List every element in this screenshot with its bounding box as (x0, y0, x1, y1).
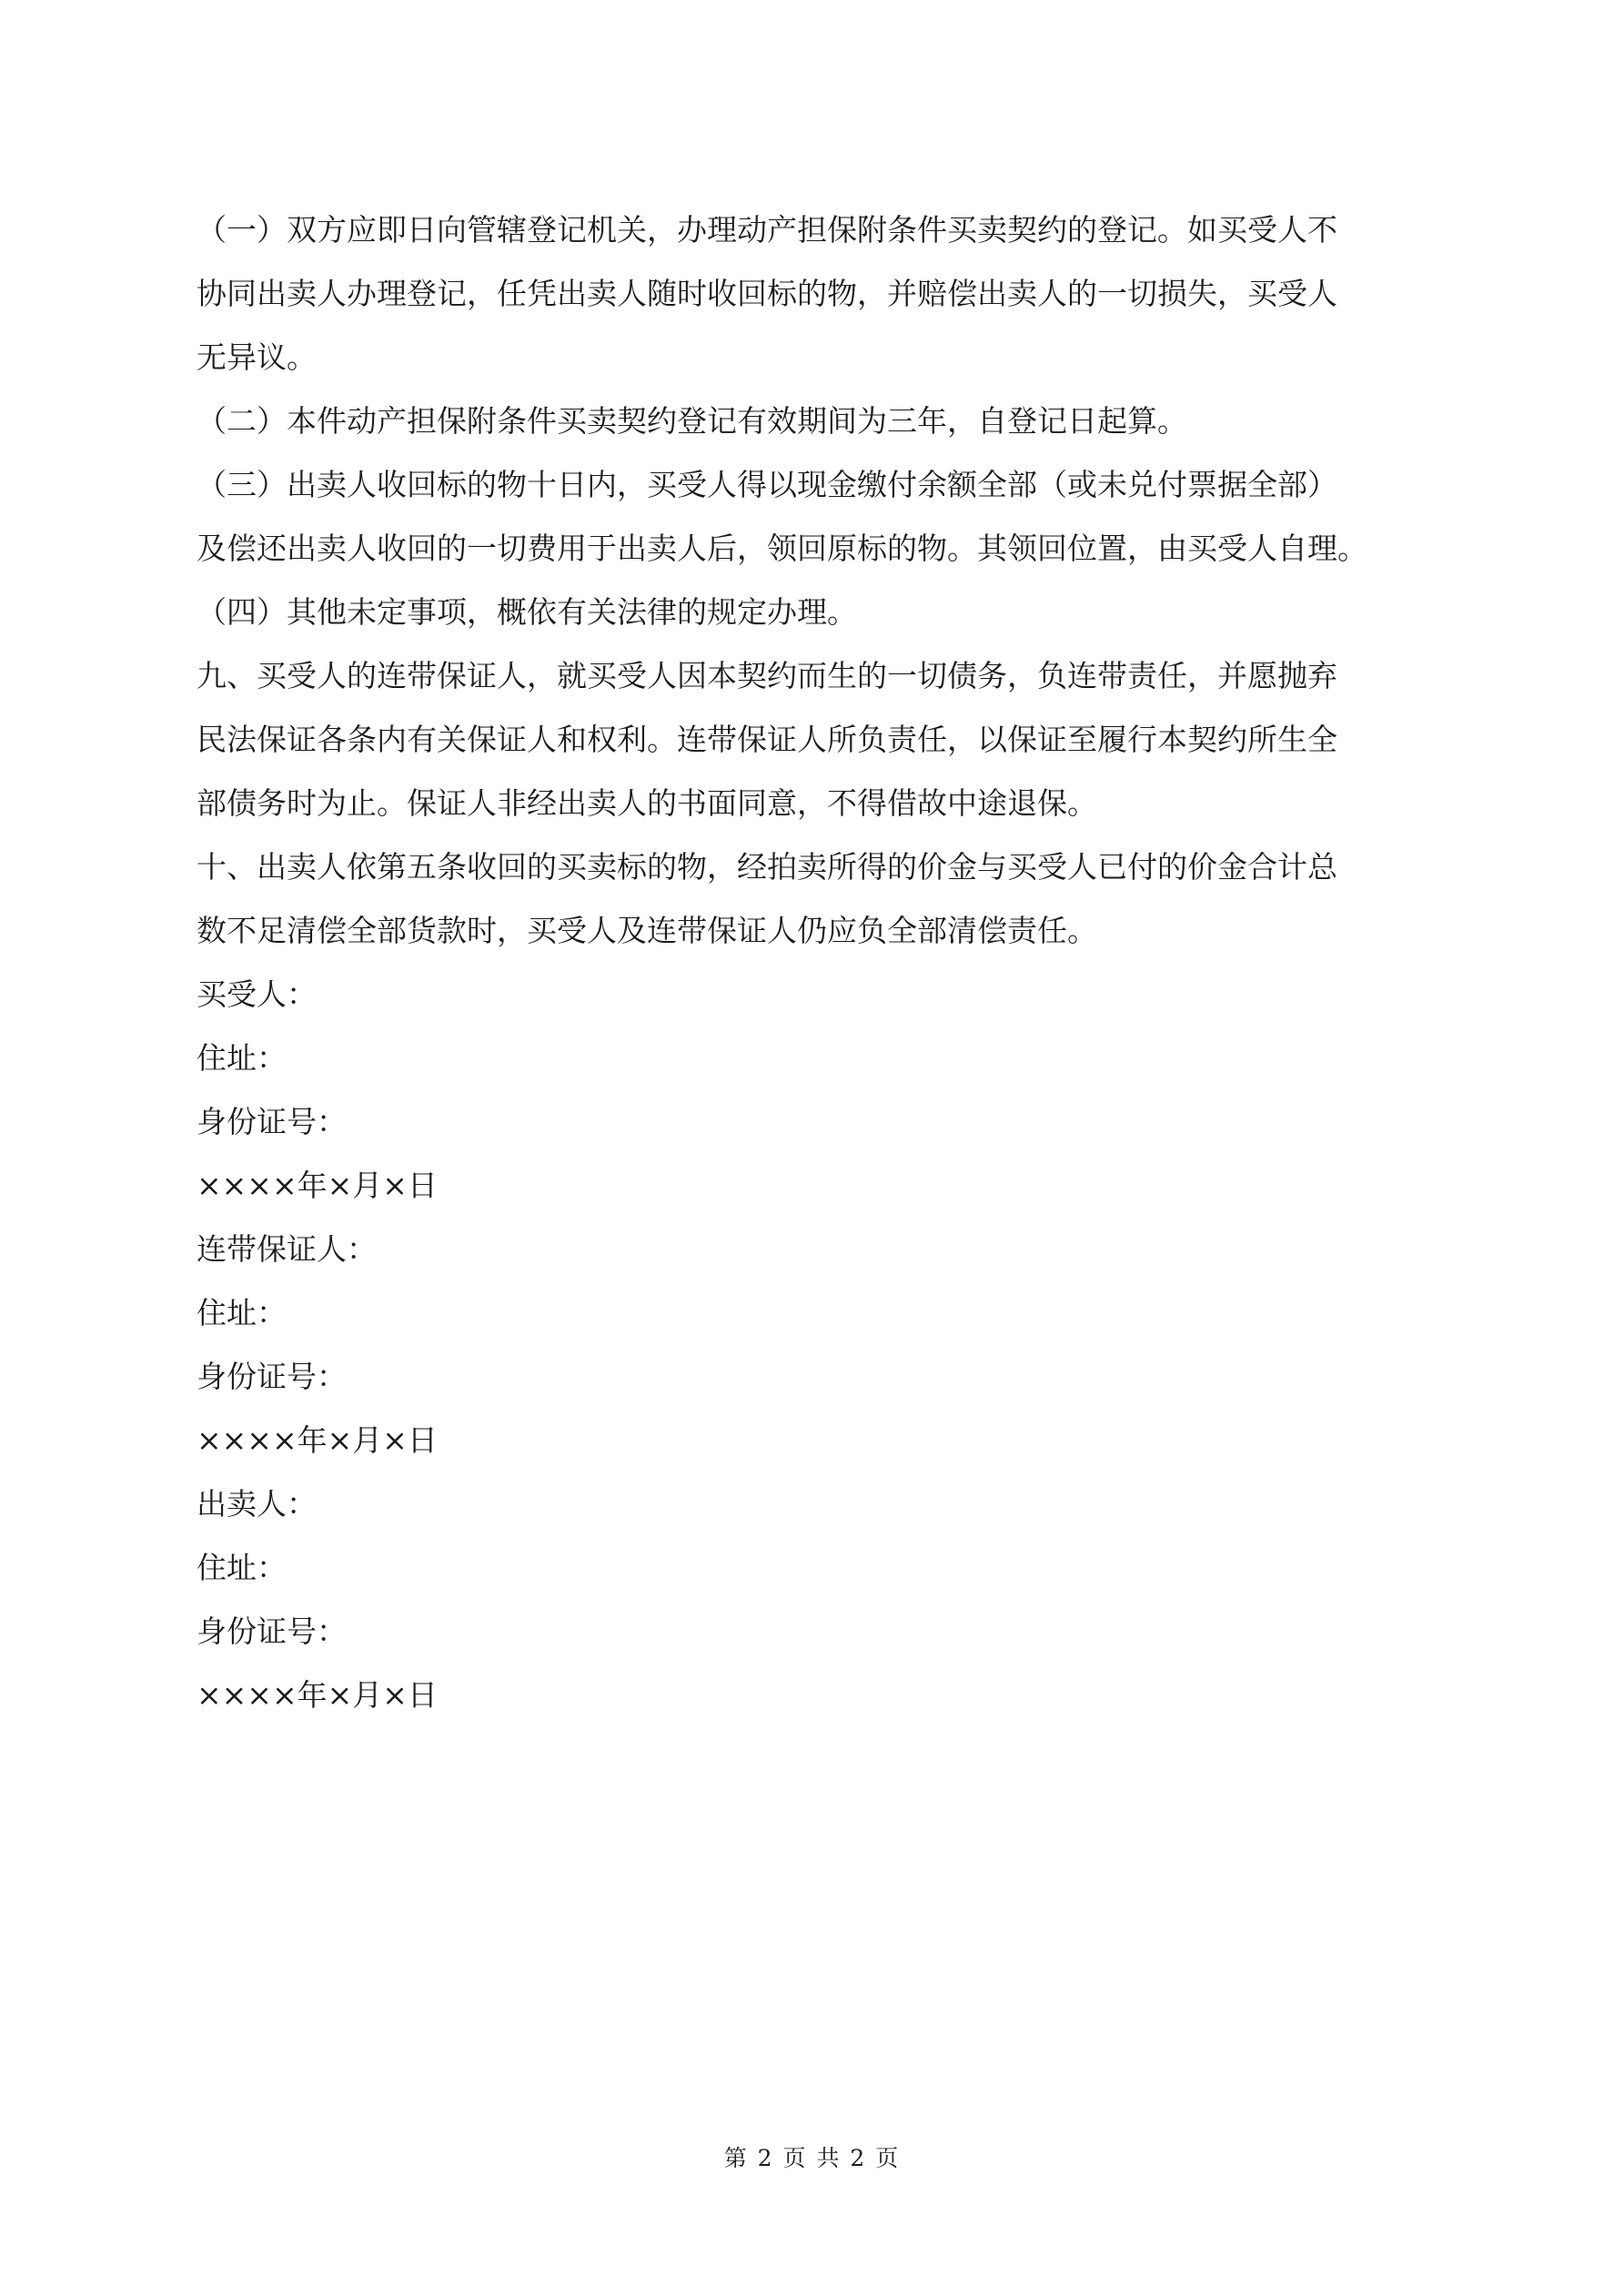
clause-9-line-1: 九、买受人的连带保证人，就买受人因本契约而生的一切债务，负连带责任，并愿抛弃 (197, 658, 1337, 693)
document-body (197, 198, 1441, 1727)
seller-date: ××××年×月×日 (197, 1677, 438, 1713)
clause-9-line-3: 部债务时为止。保证人非经出卖人的书面同意，不得借故中途退保。 (197, 785, 1097, 821)
clause-8-1-line-1: （一）双方应即日向管辖登记机关，办理动产担保附条件买卖契约的登记。如买受人不 (197, 212, 1337, 248)
guarantor-id-label: 身份证号： (197, 1359, 347, 1394)
clause-10-line-2: 数不足清偿全部货款时，买受人及连带保证人仍应负全部清偿责任。 (197, 913, 1097, 948)
seller-label: 出卖人： (197, 1486, 317, 1522)
guarantor-label: 连带保证人： (197, 1231, 377, 1267)
clause-8-1-line-2: 协同出卖人办理登记，任凭出卖人随时收回标的物，并赔偿出卖人的一切损失，买受人 (197, 276, 1337, 311)
clause-10-line-1: 十、出卖人依第五条收回的买卖标的物，经拍卖所得的价金与买受人已付的价金合计总 (197, 849, 1337, 885)
clause-8-2: （二）本件动产担保附条件买卖契约登记有效期间为三年，自登记日起算。 (197, 403, 1187, 439)
clause-8-4: （四）其他未定事项，概依有关法律的规定办理。 (197, 594, 857, 630)
clause-8-3-line-2: 及偿还出卖人收回的一切费用于出卖人后，领回原标的物。其领回位置，由买受人自理。 (197, 531, 1367, 566)
buyer-address-label: 住址： (197, 1040, 287, 1076)
buyer-date: ××××年×月×日 (197, 1168, 438, 1203)
buyer-id-label: 身份证号： (197, 1104, 347, 1139)
clause-9-line-2: 民法保证各条内有关保证人和权利。连带保证人所负责任，以保证至履行本契约所生全 (197, 722, 1337, 757)
clause-8-1-line-3: 无异议。 (197, 339, 317, 375)
guarantor-date: ××××年×月×日 (197, 1422, 438, 1458)
clause-8-3-line-1: （三）出卖人收回标的物十日内，买受人得以现金缴付余额全部（或未兑付票据全部） (197, 467, 1337, 502)
seller-address-label: 住址： (197, 1550, 287, 1585)
seller-id-label: 身份证号： (197, 1613, 347, 1649)
buyer-label: 买受人： (197, 976, 317, 1012)
guarantor-address-label: 住址： (197, 1295, 287, 1330)
page-number: 第 2 页 共 2 页 (723, 2145, 901, 2171)
